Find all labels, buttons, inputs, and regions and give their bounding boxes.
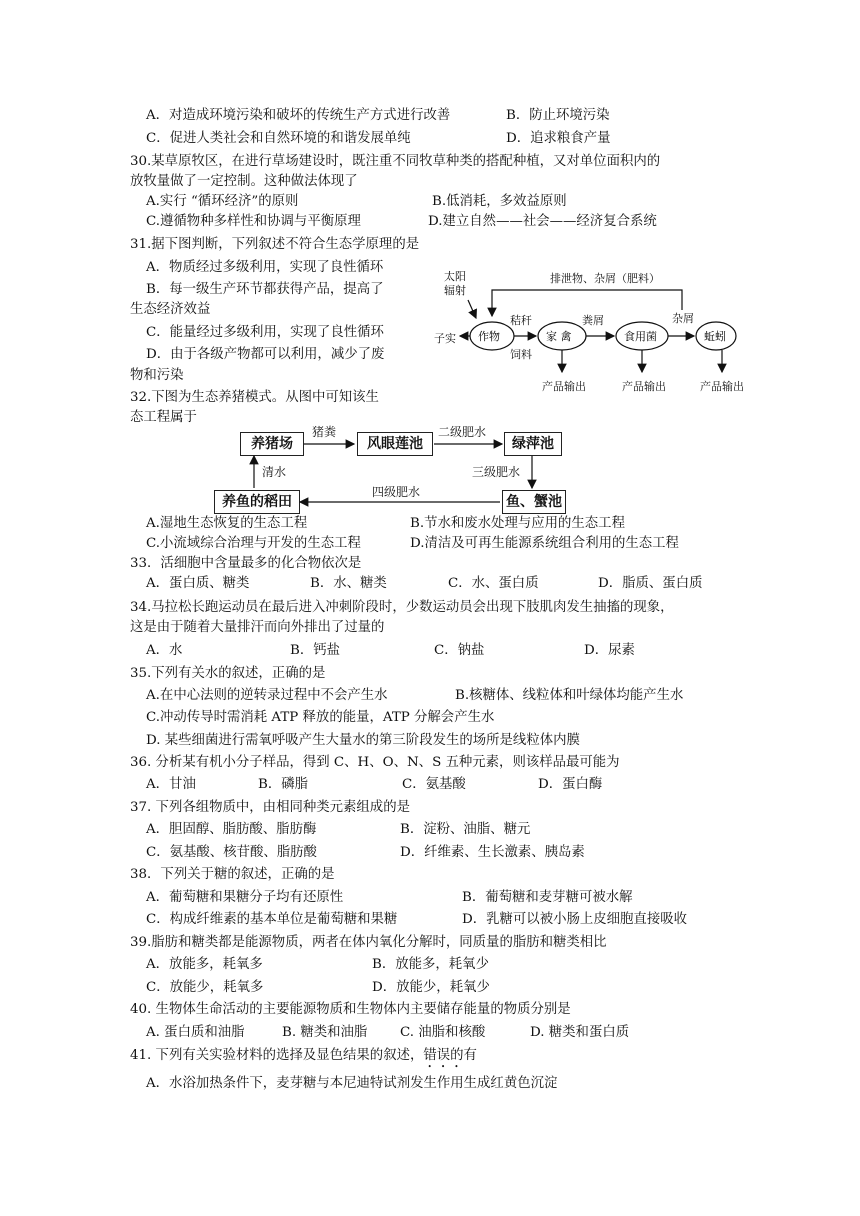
- diagram-straw-label: 秸秆: [510, 314, 532, 327]
- q32-stem-line2: 态工程属于: [130, 410, 197, 425]
- q34-option-b: B．钙盐: [290, 643, 341, 658]
- q31-stem: 31.据下图判断，下列叙述不符合生态学原理的是: [130, 237, 420, 252]
- diagram-sun-label-1: 太阳: [444, 270, 466, 283]
- q38-option-c: C．构成纤维素的基本单位是葡萄糖和果糖: [146, 912, 398, 927]
- q36-option-b: B．磷脂: [258, 777, 309, 792]
- q30-stem-line2: 放牧量做了一定控制。这种做法体现了: [130, 174, 358, 189]
- q30-option-c: C.遵循物种多样性和协调与平衡原理: [146, 214, 361, 229]
- diagram-feed-label: 饲料: [510, 348, 532, 361]
- q32-flow-arrows: [200, 420, 580, 520]
- diagram-crop-label: 作物: [478, 330, 500, 343]
- lotus-pond-box: 风眼莲池: [357, 432, 433, 456]
- q31-option-a: A．物质经过多级利用，实现了良性循环: [146, 260, 384, 275]
- diagram-top-label: 排泄物、杂屑（肥料）: [550, 272, 660, 285]
- q34-option-a: A．水: [146, 643, 183, 658]
- q29-option-a: A．对造成环境污染和破坏的传统生产方式进行改善: [146, 108, 451, 123]
- q38-stem: 38．下列关于糖的叙述，正确的是: [130, 867, 335, 882]
- q39-option-d: D．放能少，耗氧少: [372, 980, 490, 995]
- q30-option-b: B.低消耗，多效益原则: [432, 194, 567, 209]
- q41-option-a: A．水浴加热条件下，麦芽糖与本尼迪特试剂发生作用生成红黄色沉淀: [146, 1076, 558, 1091]
- q35-option-a: A.在中心法则的逆转录过程中不会产生水: [146, 688, 388, 703]
- q31-option-b-line1: B．每一级生产环节都获得产品，提高了: [146, 282, 384, 297]
- diagram-out-2: 产品输出: [622, 380, 666, 393]
- q34-option-d: D．尿素: [584, 643, 635, 658]
- q32-option-d: D.清洁及可再生能源系统组合利用的生态工程: [410, 536, 679, 551]
- q35-option-d: D. 某些细菌进行需氧呼吸产生大量水的第三阶段发生的场所是线粒体内膜: [146, 733, 580, 748]
- q36-option-d: D．蛋白酶: [538, 777, 603, 792]
- q35-stem: 35.下列有关水的叙述，正确的是: [130, 666, 326, 681]
- q37-option-c: C．氨基酸、核苷酸、脂肪酸: [146, 845, 317, 860]
- q39-option-c: C．放能少，耗氧多: [146, 980, 264, 995]
- q30-option-a: A.实行 “循环经济”的原则: [146, 194, 299, 209]
- q32-option-b: B.节水和废水处理与应用的生态工程: [410, 516, 625, 531]
- q33-option-d: D．脂质、蛋白质: [598, 576, 703, 591]
- flow-label-clean-water: 清水: [262, 465, 287, 479]
- q39-option-a: A．放能多，耗氧多: [146, 957, 263, 972]
- fish-crab-pond-box: 鱼、蟹池: [502, 490, 566, 514]
- diagram-sun-label-2: 辐射: [444, 284, 466, 297]
- q38-option-d: D．乳糖可以被小肠上皮细胞直接吸收: [462, 912, 687, 927]
- q34-stem-line2: 这是由于随着大量排汗而向外排出了过量的: [130, 620, 385, 635]
- pig-farm-box: 养猪场: [240, 432, 304, 456]
- q36-option-c: C．氨基酸: [402, 777, 466, 792]
- q35-option-c: C.冲动传导时需消耗 ATP 释放的能量，ATP 分解会产生水: [146, 710, 495, 725]
- q33-option-b: B．水、糖类: [310, 576, 387, 591]
- q30-option-d: D.建立自然——社会——经济复合系统: [428, 214, 657, 229]
- q40-option-a: A. 蛋白质和油脂: [146, 1025, 245, 1040]
- q29-option-b: B．防止环境污染: [506, 108, 610, 123]
- q37-option-a: A．胆固醇、脂肪酸、脂肪酶: [146, 822, 317, 837]
- q36-option-a: A．甘油: [146, 777, 196, 792]
- diagram-seed-label: 子实: [434, 332, 456, 345]
- q30-stem-line1: 30.某草原牧区，在进行草场建设时，既注重不同牧草种类的搭配种植，又对单位面积内的: [130, 154, 661, 169]
- flow-label-pig-manure: 猪粪: [312, 425, 337, 439]
- q38-option-b: B．葡萄糖和麦芽糖可被水解: [462, 890, 633, 905]
- q32-option-c: C.小流域综合治理与开发的生态工程: [146, 536, 361, 551]
- q29-option-c: C．促进人类社会和自然环境的和谐发展单纯: [146, 131, 411, 146]
- q41-stem-emphasis: 错误的: [423, 1048, 464, 1063]
- diagram-out-3: 产品输出: [700, 380, 744, 393]
- q31-option-b-line2: 生态经济效益: [130, 302, 211, 317]
- q35-option-b: B.核糖体、线粒体和叶绿体均能产生水: [455, 688, 684, 703]
- q40-option-b: B. 糖类和油脂: [282, 1025, 368, 1040]
- q33-option-a: A．蛋白质、糖类: [146, 576, 250, 591]
- rice-field-box: 养鱼的稻田: [214, 490, 300, 514]
- q37-option-b: B．淀粉、油脂、糖元: [400, 822, 531, 837]
- q33-stem: 33．活细胞中含量最多的化合物依次是: [130, 556, 362, 571]
- diagram-manure-label: 粪屑: [582, 314, 604, 327]
- diagram-out-1: 产品输出: [542, 380, 586, 393]
- q38-option-a: A．葡萄糖和果糖分子均有还原性: [146, 890, 344, 905]
- q40-option-d: D. 糖类和蛋白质: [530, 1025, 630, 1040]
- q37-option-d: D．纤维素、生长激素、胰岛素: [400, 845, 585, 860]
- q31-option-d-line2: 物和污染: [130, 368, 184, 383]
- flow-label-level4: 四级肥水: [372, 485, 421, 499]
- diagram-poultry-label: 家 禽: [546, 330, 572, 343]
- flow-label-level2: 二级肥水: [438, 425, 487, 439]
- q39-stem: 39.脂肪和糖类都是能源物质，两者在体内氧化分解时，同质量的脂肪和糖类相比: [130, 935, 607, 950]
- q32-option-a: A.湿地生态恢复的生态工程: [146, 516, 308, 531]
- diagram-fungus-label: 食用菌: [624, 330, 657, 343]
- q31-ecosystem-diagram: [432, 262, 752, 402]
- diagram-worm-label: 蚯蚓: [704, 330, 726, 343]
- q31-option-d-line1: D．由于各级产物都可以利用，减少了废: [146, 347, 385, 362]
- q39-option-b: B．放能多，耗氧少: [372, 957, 489, 972]
- q29-option-d: D．追求粮食产量: [506, 131, 611, 146]
- q40-stem: 40. 生物体生命活动的主要能源物质和生物体内主要储存能量的物质分别是: [130, 1002, 571, 1017]
- q36-stem: 36. 分析某有机小分子样品，得到 C、H、O、N、S 五种元素，则该样品最可能为: [130, 755, 620, 770]
- q34-stem-line1: 34.马拉松长跑运动员在最后进入冲刺阶段时，少数运动员会出现下肢肌肉发生抽搐的现象，: [130, 600, 674, 615]
- diagram-debris-label: 杂屑: [672, 312, 694, 325]
- q34-option-c: C．钠盐: [434, 643, 485, 658]
- q41-stem: [130, 1046, 477, 1071]
- q37-stem: 37. 下列各组物质中，由相同种类元素组成的是: [130, 800, 410, 815]
- q33-option-c: C．水、蛋白质: [448, 576, 539, 591]
- q40-option-c: C. 油脂和核酸: [400, 1025, 486, 1040]
- q31-option-c: C．能量经过多级利用，实现了良性循环: [146, 325, 384, 340]
- q41-stem-prefix: 41. 下列有关实验材料的选择及显色结果的叙述，: [130, 1048, 424, 1063]
- flow-label-level3: 三级肥水: [472, 465, 521, 479]
- duckweed-pond-box: 绿萍池: [504, 432, 562, 456]
- q41-stem-suffix: 有: [463, 1048, 477, 1063]
- q32-stem-line1: 32.下图为生态养猪模式。从图中可知该生: [130, 390, 379, 405]
